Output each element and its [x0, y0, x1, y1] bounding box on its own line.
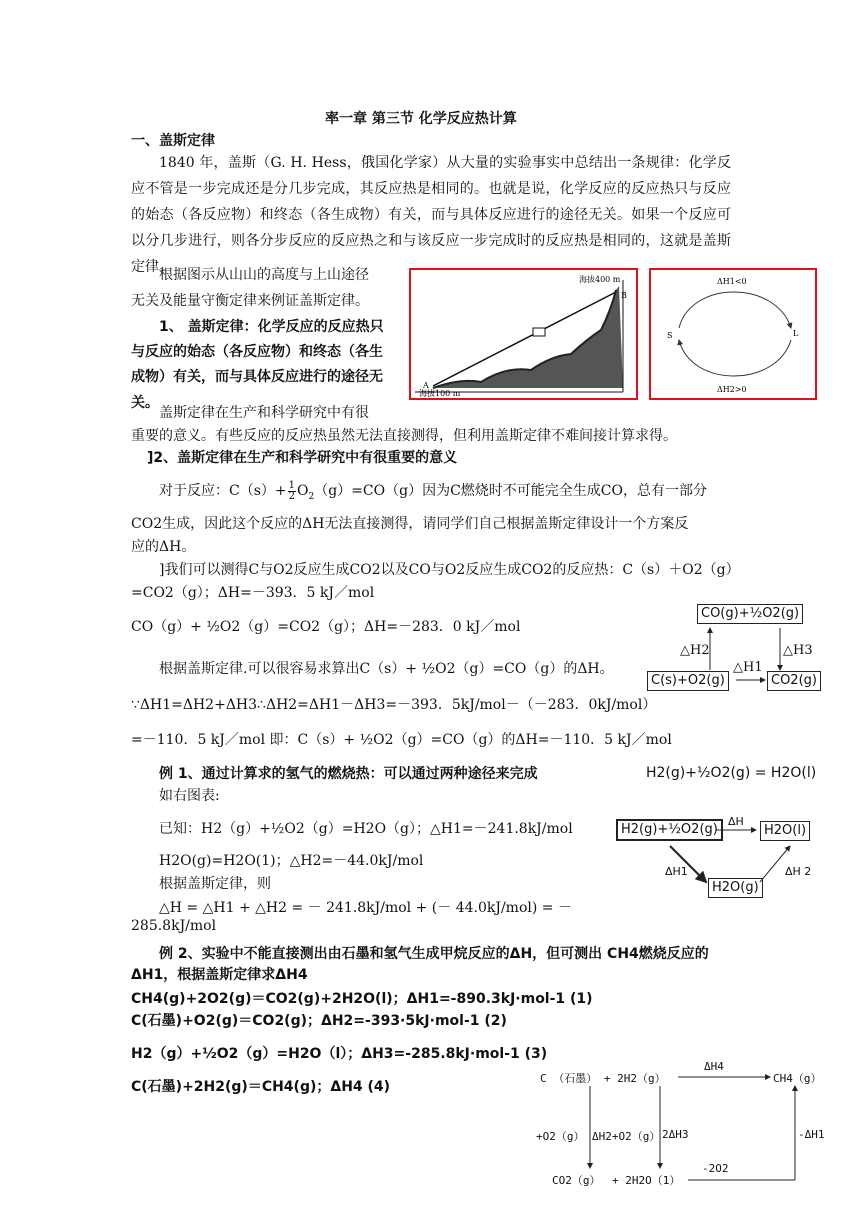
diag1-top-box: CO(g)+½O2(g) [697, 604, 803, 624]
diag1-h2-label: △H2 [680, 643, 710, 658]
diag3-m2o2-label: -2O2 [702, 1162, 729, 1175]
example-1-line-4: 根据盖斯定律，则 [159, 876, 271, 892]
example-2-eq-3: H2（g）+½O2（g）=H2O（l）；ΔH3=-285.8kJ·mol-1 (3) [131, 1046, 548, 1062]
reaction-paragraph-line-5: =CO2（g）；ΔH=－393．5 kJ／mol [131, 585, 375, 601]
cycle-l-label: L [793, 329, 799, 338]
diag3-o2b-label: ΔH2+O2（g） [592, 1130, 661, 1143]
significance-line-1: 盖斯定律在生产和科学研究中有很 [159, 405, 369, 421]
diag2-right-box: H2O(l) [760, 821, 810, 841]
diag3-dh3-label: 2ΔH3 [662, 1128, 689, 1141]
section-heading-1: 一、盖斯定律 [131, 133, 215, 149]
diag1-arrows [640, 600, 850, 700]
diag1-right-box: CO2(g) [767, 671, 821, 691]
diag2-bottom-box: H2O(g) [708, 878, 763, 898]
example-1-line-5: △H = △H1 + △H2 = － 241.8kJ/mol + (－ 44.0kJ/mol) = － [159, 900, 572, 916]
cycle-s-label: S [667, 331, 673, 340]
example-2-title-2: ΔH1，根据盖斯定律求ΔH4 [131, 967, 308, 983]
top-altitude-label: 海拔400 m [579, 275, 621, 284]
diag1-h3-label: △H3 [783, 643, 813, 658]
diag2-dh-label: ΔH [728, 815, 744, 828]
example-1-equation: H2(g)+½O2(g) = H2O(l) [646, 765, 817, 781]
reaction-paragraph-line-9: =－110．5 kJ／mol 即：C（s）+ ½O2（g）=CO（g）的ΔH=－110．5 kJ／mol [131, 732, 672, 748]
diag3-co2-label: CO2（g） [552, 1174, 601, 1187]
example-1-line-6: 285.8kJ/mol [131, 918, 217, 934]
reaction-paragraph-line-4: ]我们可以测得C与O2反应生成CO2以及CO与O2反应生成CO2的反应热：C（s）＋O2（g） [159, 562, 740, 578]
cycle-bottom-label: ΔH2>0 [717, 385, 747, 394]
diag2-left-box: H2(g)+½O2(g) [616, 819, 723, 841]
reaction-paragraph-line-6: CO（g）+ ½O2（g）=CO2（g）；ΔH=－283．0 kJ／mol [131, 619, 521, 635]
diag3-arrows [530, 1060, 830, 1190]
bottom-altitude-label: 海拔100 m [419, 389, 461, 398]
diag1-h1-label: △H1 [733, 660, 763, 675]
reaction-paragraph-line-3: 应的ΔH。 [131, 539, 196, 555]
example-1-title: 例 1、通过计算求的氢气的燃烧热：可以通过两种途径来完成 [159, 766, 538, 782]
law-line-3: 成物）有关，而与具体反应进行的途径无 [131, 369, 383, 385]
diag3-mdh1-label: -ΔH1 [798, 1128, 825, 1141]
cycle-top-label: ΔH1<0 [717, 277, 747, 286]
significance-line-2: 重要的意义。有些反应的反应热虽然无法直接测得，但利用盖斯定律不难间接计算求得。 [131, 428, 677, 444]
diag3-o2a-label: +O2（g） [536, 1130, 585, 1143]
cycle-diagram [651, 270, 815, 398]
diag3-dh4-label: ΔH4 [704, 1060, 724, 1073]
mountain-figure [409, 268, 638, 400]
section-heading-2: ]2、盖斯定律在生产和科学研究中有很重要的意义 [147, 450, 458, 466]
example-1-line-3: H2O(g)=H2O(1)；△H2=－44.0kJ/mol [159, 853, 424, 869]
intro-paragraph: 1840 年，盖斯（G. H. Hess，俄国化学家）从大量的实验事实中总结出一条规律：化学反应不管是一步完成还是分几步完成，其反应热是相同的。也就是说，化学反应的反应热只与反应的始态（各反应物）和终态（各生成物）有关，而与具体反应进行的途径无关。如果一个反应可以分几步进行，则各分步反应的反应热之和与该反应一步完成时的反应热是相同的，这就是盖斯定律。 [131, 155, 731, 275]
figure-intro-line-1: 根据图示从山山的高度与上山途径 [159, 267, 369, 283]
diag1-left-box: C(s)+O2(g) [647, 671, 729, 691]
reaction-paragraph-line-2: CO2生成，因此这个反应的ΔH无法直接测得，请同学们自己根据盖斯定律设计一个方案反 [131, 516, 689, 532]
example-2-eq-2: C(石墨)+O2(g)＝CO2(g)；ΔH2=-393·5kJ·mol-1 (2) [131, 1013, 507, 1029]
example-2-title-1: 例 2、实验中不能直接测出由石墨和氢气生成甲烷反应的ΔH，但可测出 CH4燃烧反应的 [159, 946, 709, 962]
reaction-text-c: （g）=CO（g）因为C燃烧时不可能完全生成CO，总有一部分 [314, 483, 707, 499]
point-a-label: A [423, 381, 429, 390]
example-2-eq-1: CH4(g)+2O2(g)＝CO2(g)+2H2O(l)；ΔH1=-890.3kJ·mol-1 (1) [131, 991, 593, 1007]
reaction-text-a: 对于反应：C（s）+ [159, 483, 287, 499]
figure-intro-line-2: 无关及能量守衡定律来例证盖斯定律。 [131, 293, 369, 309]
diag3-ch4-label: CH4（g） [773, 1072, 822, 1085]
example-2-eq-4: C(石墨)+2H2(g)＝CH4(g)；ΔH4 (4) [131, 1079, 391, 1095]
diag2-dh1-label: ΔH1 [665, 865, 688, 878]
diag3-graphite-label: C （石墨） + 2H2（g） [540, 1072, 666, 1085]
law-line-4: 关。 [131, 395, 159, 411]
point-b-label: B [621, 291, 627, 300]
cycle-figure [649, 268, 817, 400]
diag3-h2o-label: + 2H2O（1） [612, 1174, 681, 1187]
law-line-2: 与反应的始态（各反应物）和终态（各生 [131, 344, 383, 360]
diag2-arrows [610, 810, 810, 900]
page-title: 率一章 第三节 化学反应热计算 [325, 111, 517, 127]
example-1-line-2: 已知：H2（g）+½O2（g）=H2O（g）；△H1=－241.8kJ/mol [159, 821, 573, 837]
mountain-diagram [411, 270, 636, 398]
law-line-1: 1、 盖斯定律：化学反应的反应热只 [159, 319, 384, 335]
reaction-paragraph-line-7: 根据盖斯定律.可以很容易求算出C（s）+ ½O2（g）=CO（g）的ΔH。 [159, 661, 614, 677]
example-1-line-1: 如右图表: [159, 788, 220, 804]
reaction-paragraph-line-8: ∵ΔH1=ΔH2+ΔH3∴ΔH2=ΔH1－ΔH3=－393．5kJ/mol－（－283．0kJ/mol） [131, 697, 657, 713]
diag2-dh2-label: ΔH 2 [785, 865, 812, 878]
reaction-text-b: O [297, 483, 309, 499]
half-fraction: $\frac{1}{2}$ [288, 479, 296, 502]
reaction-paragraph-line-1: 对于反应：C（s）+ $\frac{1}{2}$ $O_2(g)=CO(g)$因为C燃烧时不可能完全生成CO，总有一部分 [159, 479, 707, 502]
